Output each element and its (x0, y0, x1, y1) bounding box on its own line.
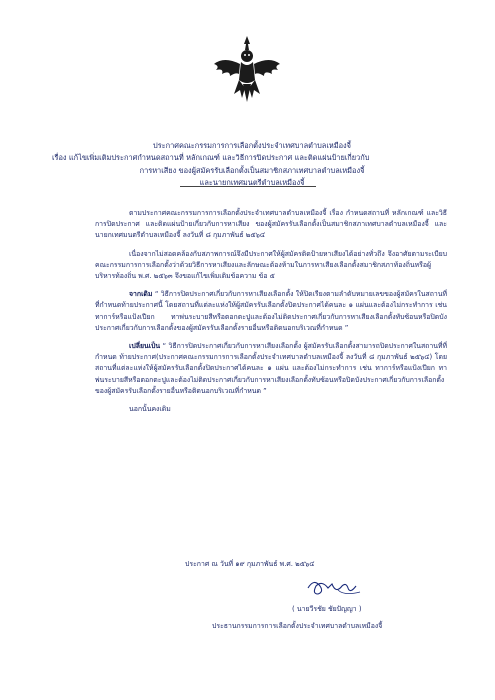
signer-name: ( นายวีรชัย ชัยปัญญา ) (292, 605, 362, 613)
announcement-body (95, 208, 447, 415)
handwritten-signature (300, 574, 380, 598)
original-text: “ วิธีการปิดประกาศเกี่ยวกับการหาเสียงเลือกตั้ง ให้ปิดเรียงตามลำดับหมายเลขของผู้สมัครในสถานที่ที่กำหนดท้ายประกาศนี้ โดยสถานที่แต่ละแห่งให้ผู้สมัครรับเลือกตั้งปิดประกาศได้คนละ ๑ แผ่นและต้องไม่กระทำการ เช่น ทาการ์หรือแป้งเปียก ทาพ่นระบายสีหรือตอกตะปูและต้องไม่ติดประกาศเกี่ยวกับการหาเสียงเลือกตั้งทับซ้อนหรือปิดบังประกาศเกี่ยวกับการเลือกตั้งของผู้สมัครรับเลือกตั้งรายอื่นหรือติดนอกบริเวณที่กำหนด ” (95, 290, 447, 332)
announcement-title-block (52, 140, 452, 190)
original-label: จากเดิม (129, 290, 153, 299)
amended-text: “ วิธีการปิดประกาศเกี่ยวกับการหาเสียงเลือกตั้ง ผู้สมัครรับเลือกตั้งสามารถปิดประกาศในสถานที่ที่กำหนด ท้ายประกาศ(ประกาศคณะกรรมการการเลือกตั้งประจำเทศบาลตำบลเหมืองจี้ ลงวันที่ ๘ กุมภาพันธ์ ๒๕๖๔) โดยสถานที่แต่ละแห่งให้ผู้สมัครรับเลือกตั้งปิดประกาศได้คนละ ๑ แผ่น และต้องไม่กระทำการ เช่น ทาการ์หรือแป้งเปียก ทาพ่นระบายสีหรือตอกตะปูและต้องไม่ติดประกาศเกี่ยวกับการหาเสียงเลือกตั้งทับซ้อนหรือปิดบังประกาศเกี่ยวกับการเลือกตั้งของผู้สมัครรับเลือกตั้งรายอื่นหรือติดนอกบริเวณที่กำหนด ” (95, 342, 447, 395)
paragraph-reason: เนื่องจากไม่สอดคล้องกับสภาพการณ์จึงมีประกาศให้ผู้สมัครติดป้ายหาเสียงได้อย่างทั่วถึง จึงอาศัยตามระเบียบคณะกรรมการการเลือกตั้งว่าด้วยวิธีการหาเสียงและลักษณะต้องห้ามในการหาเสียงเลือกตั้งสมาชิกสภาท้องถิ่นหรือผู้บริหารท้องถิ่น พ.ศ. ๒๕๖๓ จึงขอแก้ไขเพิ่มเติมข้อความ ข้อ ๕ (95, 249, 447, 281)
paragraph-reference: ตามประกาศคณะกรรมการการเลือกตั้งประจำเทศบาลตำบลเหมืองจี้ เรื่อง กำหนดสถานที่ หลักเกณฑ์ และวิธีการปิดประกาศ และติดแผ่นป้ายเกี่ยวกับการหาเสียง ของผู้สมัครรับเลือกตั้งเป็นสมาชิกสภาเทศบาลตำบลเหมืองจี้ และนายกเทศมนตรีตำบลเหมืองจี้ ลงวันที่ ๘ กุมภาพันธ์ ๒๕๖๔ (95, 209, 447, 240)
paragraph-original (95, 289, 447, 334)
garuda-emblem-icon (210, 34, 284, 106)
title-line-1: ประกาศคณะกรรมการการเลือกตั้งประจำเทศบาลตำบลเหมืองจี้ (153, 141, 351, 150)
title-line-4: และนายกเทศมนตรีตำบลเหมืองจี้ (199, 178, 305, 188)
announcement-date: ประกาศ ณ วันที่ ๑๙ กุมภาพันธ์ พ.ศ. ๒๕๖๔ (185, 560, 315, 568)
title-line-2: เรื่อง แก้ไขเพิ่มเติมประกาศกำหนดสถานที่ หลักเกณฑ์ และวิธีการปิดประกาศ และติดแผ่นป้ายเกี่ยวกับ (52, 153, 370, 163)
signer-position: ประธานกรรมการการเลือกตั้งประจำเทศบาลตำบลเหมืองจี้ (212, 622, 383, 630)
title-divider (180, 186, 316, 187)
title-line-3: การหาเสียง ของผู้สมัครรับเลือกตั้งเป็นสมาชิกสภาเทศบาลตำบลเหมืองจี้ (139, 165, 365, 175)
amended-label: เปลี่ยนเป็น (129, 342, 161, 351)
paragraph-remainder: นอกนั้นคงเดิม (129, 405, 171, 414)
paragraph-amended (95, 341, 447, 397)
